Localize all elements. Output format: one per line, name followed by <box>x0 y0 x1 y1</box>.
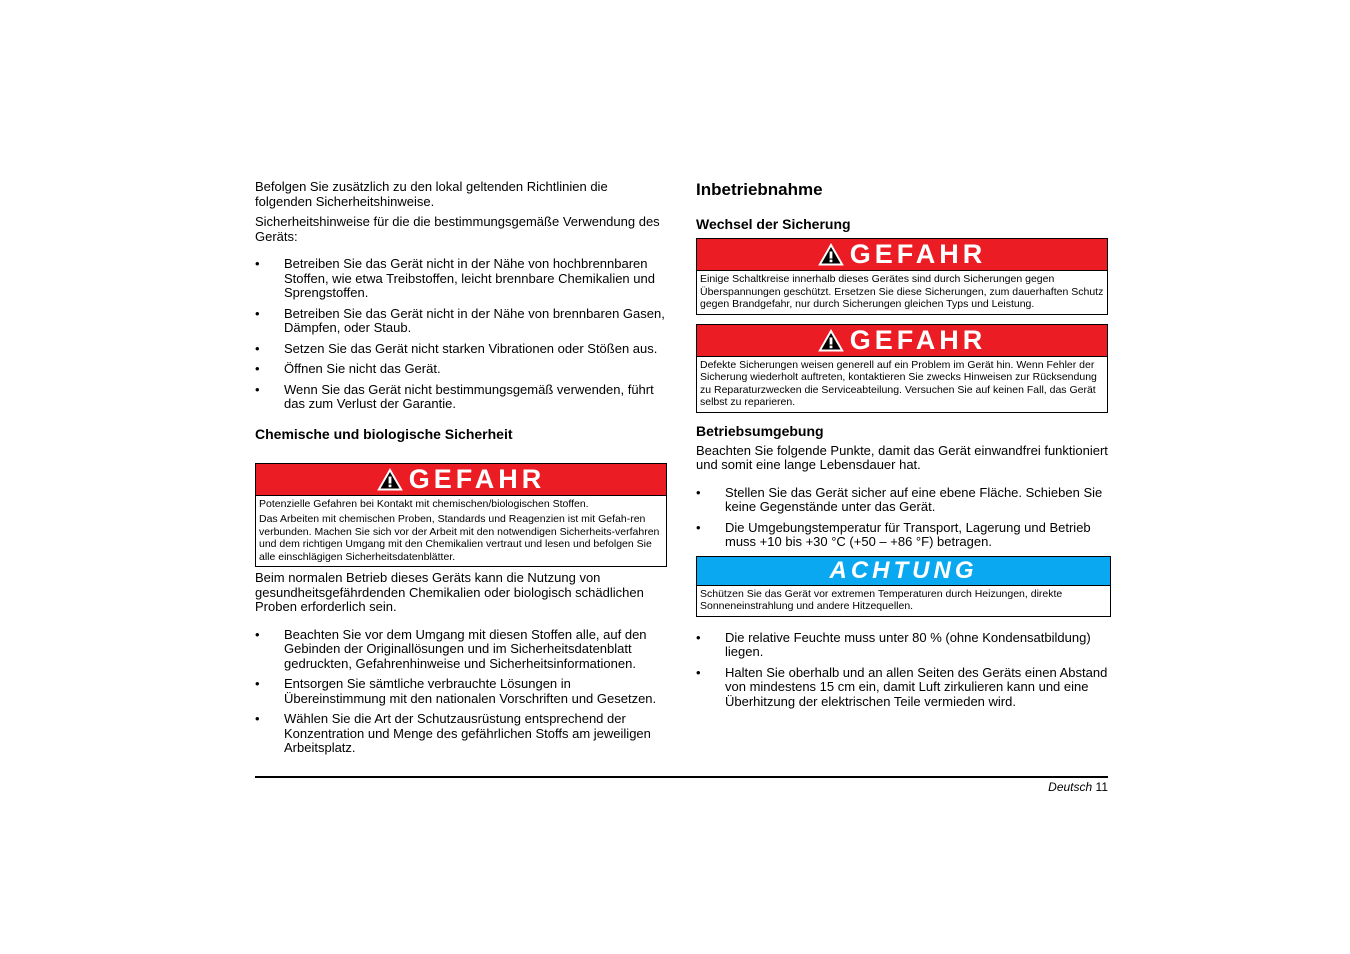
list-item: • Setzen Sie das Gerät nicht starken Vibrationen oder Stößen aus. <box>255 342 667 357</box>
list-item: • Entsorgen Sie sämtliche verbrauchte Lösungen in Übereinstimmung mit den nationalen Vorschriften und Gesetzen. <box>255 677 667 706</box>
left-column <box>255 180 667 764</box>
list-item: • Beachten Sie vor dem Umgang mit diesen Stoffen alle, auf den Gebinden der Originallösungen und im Sicherheitsdatenblatt gedruckten, Gefahrenhinweise und Sicherheitsinformationen. <box>255 628 667 672</box>
list-item: • Stellen Sie das Gerät sicher auf eine ebene Fläche. Schieben Sie keine Gegenstände unter das Gerät. <box>696 486 1108 515</box>
page-footer <box>1048 780 1108 794</box>
caution-box <box>696 556 1111 617</box>
danger-body <box>697 271 1107 314</box>
danger-text: Defekte Sicherungen weisen generell auf ein Problem im Gerät hin. Wenn Fehler der Sicherung wiederholt auftreten, kontaktieren Sie zwecks Hinweisen zur Rücksendung zu Reparaturzwecken die Serviceabteilung. Versuchen Sie auf keinen Fall, das Gerät selbst zu reparieren. <box>700 358 1097 408</box>
list-item: • Halten Sie oberhalb und an allen Seiten des Geräts einen Abstand von mindestens 15 cm ein, damit Luft zirkulieren kann und eine Überhitzung der elektrischen Teile vermieden wird. <box>696 666 1108 710</box>
chemical-paragraph: Beim normalen Betrieb dieses Geräts kann die Nutzung von gesundheitsgefährdenden Chemikalien oder biologisch schädlichen Proben erforderlich sein. <box>255 570 644 614</box>
danger-header <box>697 325 1107 357</box>
danger-title: GEFAHR <box>408 463 546 494</box>
footer-language: Deutsch <box>1048 780 1093 794</box>
subsection-heading-fuse: Wechsel der Sicherung <box>696 216 851 232</box>
intro-paragraph-2: Sicherheitshinweise für die die bestimmungsgemäße Verwendung des Geräts: <box>255 214 660 244</box>
danger-header <box>697 239 1107 271</box>
caution-body <box>697 586 1110 616</box>
intro-paragraph-1: Befolgen Sie zusätzlich zu den lokal geltenden Richtlinien die folgenden Sicherheitshinweise. <box>255 179 608 209</box>
list-item: • Betreiben Sie das Gerät nicht in der Nähe von hochbrennbaren Stoffen, wie etwa Treibstoffen, leicht brennbare Chemikalien und Sprengstoffen. <box>255 257 667 301</box>
list-item: • Die relative Feuchte muss unter 80 % (ohne Kondensatbildung) liegen. <box>696 631 1108 660</box>
list-item: • Die Umgebungstemperatur für Transport, Lagerung und Betrieb muss +10 bis +30 °C (+50 – +86 °F) betragen. <box>696 521 1108 550</box>
warning-triangle-icon <box>818 243 844 266</box>
caution-title: ACHTUNG <box>829 556 978 584</box>
caution-header <box>697 557 1110 586</box>
danger-body <box>256 496 666 567</box>
list-item: • Betreiben Sie das Gerät nicht in der Nähe von brennbaren Gasen, Dämpfen, oder Staub. <box>255 307 667 336</box>
danger-text: Einige Schaltkreise innerhalb dieses Gerätes sind durch Sicherungen gegen Überspannungen geschützt. Ersetzen Sie diese Sicherungen, zum dauerhaften Schutz gegen Brandgefahr, nur durch Sicherungen gleichen Typs und Leistung. <box>700 273 1104 310</box>
footer-rule <box>255 776 1108 778</box>
list-item: • Öffnen Sie nicht das Gerät. <box>255 362 667 377</box>
danger-box-fuse-2 <box>696 324 1108 413</box>
safety-bullet-list <box>255 257 667 412</box>
right-column <box>696 180 1108 717</box>
danger-box-fuse-1 <box>696 238 1108 315</box>
section-heading-chemical: Chemische und biologische Sicherheit <box>255 425 513 442</box>
environment-bullet-list <box>696 486 1108 550</box>
page-number: 11 <box>1095 780 1108 794</box>
danger-title: GEFAHR <box>849 324 987 355</box>
subsection-heading-environment: Betriebsumgebung <box>696 422 824 439</box>
danger-box-chemical <box>255 463 667 568</box>
danger-text-2: Das Arbeiten mit chemischen Proben, Standards und Reagenzien ist mit Gefah-ren verbunden. Machen Sie sich vor der Arbeit mit den notwendigen Sicherheits-verfahren und dem richtigen Umgang mit den Chemikalien vertraut und lesen und befolgen Sie alle einschlägigen Sicherheitsdatenblätter. <box>259 513 660 563</box>
section-title-inbetriebnahme: Inbetriebnahme <box>696 180 823 199</box>
list-item: • Wählen Sie die Art der Schutzausrüstung entsprechend der Konzentration und Menge des gefährlichen Stoffs am jeweiligen Arbeitsplatz. <box>255 712 667 756</box>
danger-header <box>256 464 666 496</box>
environment-bullet-list-2 <box>696 631 1108 710</box>
environment-paragraph: Beachten Sie folgende Punkte, damit das Gerät einwandfrei funktioniert und somit eine lange Lebensdauer hat. <box>696 442 1108 472</box>
warning-triangle-icon <box>377 468 403 491</box>
danger-text-1: Potenzielle Gefahren bei Kontakt mit chemischen/biologischen Stoffen. <box>259 497 589 510</box>
danger-title: GEFAHR <box>849 239 987 269</box>
warning-triangle-icon <box>818 329 844 352</box>
list-item: • Wenn Sie das Gerät nicht bestimmungsgemäß verwenden, führt das zum Verlust der Garantie. <box>255 383 667 412</box>
danger-body <box>697 357 1107 412</box>
chemical-bullet-list <box>255 628 667 756</box>
caution-text: Schützen Sie das Gerät vor extremen Temperaturen durch Heizungen, direkte Sonneneinstrahlung und andere Hitzequellen. <box>700 587 1063 612</box>
